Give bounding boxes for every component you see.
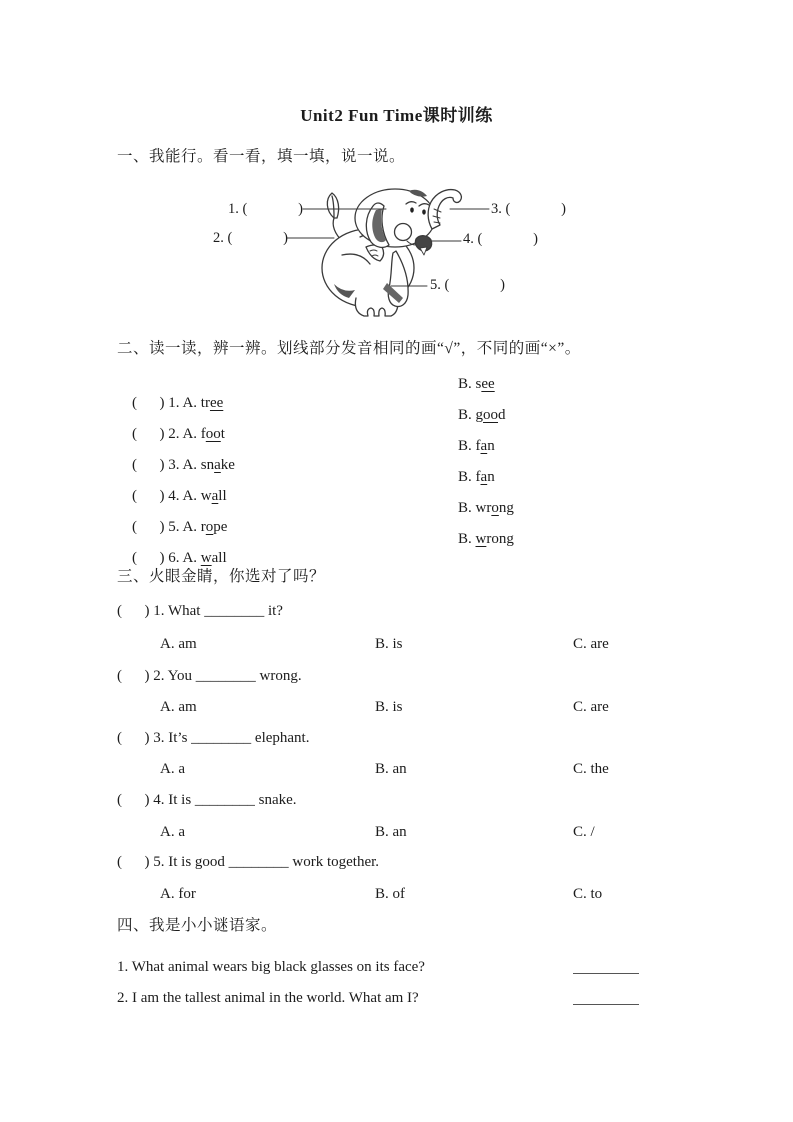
figure-label-3: 3. ( ) xyxy=(491,201,566,217)
option-a-label: A. xyxy=(182,395,201,411)
option-c: C. / xyxy=(573,824,595,840)
worksheet-title: Unit2 Fun Time课时训练 xyxy=(300,106,493,125)
word-a-post: all xyxy=(211,550,227,566)
riddle-2-answer-blank xyxy=(573,989,639,1005)
question-5-stem: ( ) 5. It is good ________ work together. xyxy=(117,854,380,870)
word-a-post: ll xyxy=(218,488,227,504)
option-c: C. the xyxy=(573,761,609,777)
word-b-underlined: a xyxy=(480,469,488,485)
word-b-post: rong xyxy=(486,531,514,547)
option-b: B. of xyxy=(375,886,405,902)
elephant-cheek xyxy=(395,224,412,241)
option-a: A. for xyxy=(160,886,196,902)
word-b-pre: f xyxy=(475,469,481,485)
figure-label-1: 1. ( ) xyxy=(228,201,303,217)
section-3-heading: 三、火眼金睛，你选对了吗？ xyxy=(117,568,326,585)
riddle-2: 2. I am the tallest animal in the world. What am I? xyxy=(117,990,419,1006)
word-a-pre: tr xyxy=(200,395,210,411)
word-b-pre: f xyxy=(475,438,481,454)
row-number: 1. xyxy=(168,395,183,411)
word-b-post: d xyxy=(498,407,506,423)
section-1-heading: 一、我能行。看一看，填一填，说一说。 xyxy=(117,148,406,165)
word-a-post: t xyxy=(220,426,225,442)
option-a: A. a xyxy=(160,824,185,840)
option-a: A. am xyxy=(160,699,197,715)
option-b: B. is xyxy=(375,699,403,715)
word-b-pre: g xyxy=(475,407,484,423)
option-b-label: B. xyxy=(458,438,476,454)
answer-parens: ( ) xyxy=(132,519,169,535)
answer-parens: ( ) xyxy=(132,395,169,411)
word-a-pre: r xyxy=(200,519,206,535)
answer-parens: ( ) xyxy=(132,426,169,442)
word-b-underlined: oo xyxy=(483,407,499,423)
row-number: 4. xyxy=(168,488,183,504)
word-a-underlined: a xyxy=(214,457,221,473)
option-a: A. am xyxy=(160,636,197,652)
word-b-pre: wr xyxy=(475,500,492,516)
option-c: C. to xyxy=(573,886,603,902)
word-a-underlined: o xyxy=(205,519,214,535)
answer-parens: ( ) xyxy=(132,457,169,473)
word-b-underlined: w xyxy=(475,531,487,547)
option-c: C. are xyxy=(573,636,609,652)
question-2-stem: ( ) 2. You ________ wrong. xyxy=(117,668,302,684)
word-a-underlined: w xyxy=(200,550,212,566)
word-b-pre: s xyxy=(475,376,482,392)
figure-label-2: 2. ( ) xyxy=(213,230,288,246)
word-b-underlined: a xyxy=(480,438,488,454)
option-b: B. an xyxy=(375,761,407,777)
elephant-eye xyxy=(410,207,414,212)
word-b-underlined: ee xyxy=(481,376,495,392)
word-a-pre: w xyxy=(200,488,212,504)
option-a-label: A. xyxy=(182,519,201,535)
answer-parens: ( ) xyxy=(132,488,169,504)
option-a-label: A. xyxy=(182,426,201,442)
word-b-post: ng xyxy=(498,500,514,516)
word-b-post: n xyxy=(487,438,495,454)
word-b-underlined: o xyxy=(491,500,499,516)
question-4-stem: ( ) 4. It is ________ snake. xyxy=(117,792,297,808)
row-number: 3. xyxy=(168,457,183,473)
option-a-label: A. xyxy=(182,550,201,566)
question-2-options xyxy=(117,698,717,717)
word-b-post: n xyxy=(487,469,495,485)
option-b-label: B. xyxy=(458,407,476,423)
row-number: 2. xyxy=(168,426,183,442)
question-5-options xyxy=(117,885,717,904)
elephant-eye xyxy=(422,209,426,214)
option-b-label: B. xyxy=(458,469,476,485)
word-a-underlined: ee xyxy=(209,395,224,411)
word-a-pre: sn xyxy=(200,457,215,473)
option-a: A. a xyxy=(160,761,185,777)
option-b: B. is xyxy=(375,636,403,652)
elephant-tusk xyxy=(420,247,427,255)
figure-label-5: 5. ( ) xyxy=(430,277,505,293)
riddle-1: 1. What animal wears big black glasses on its face? xyxy=(117,959,425,975)
option-a-label: A. xyxy=(182,457,201,473)
question-3-options xyxy=(117,760,717,779)
question-1-options xyxy=(117,635,717,654)
word-a-underlined: oo xyxy=(205,426,221,442)
word-a-post: ke xyxy=(220,457,235,473)
question-4-options xyxy=(117,823,717,842)
option-b: B. an xyxy=(375,824,407,840)
section-4-heading: 四、我是小小谜语家。 xyxy=(117,917,278,934)
option-a-label: A. xyxy=(182,488,201,504)
option-b-label: B. xyxy=(458,500,476,516)
option-b-label: B. xyxy=(458,531,476,547)
figure-label-4: 4. ( ) xyxy=(463,231,538,247)
row-number: 5. xyxy=(168,519,183,535)
word-a-pre: f xyxy=(200,426,206,442)
option-b-label: B. xyxy=(458,376,476,392)
section-2-heading: 二、读一读，辨一辨。划线部分发音相同的画“√”，不同的画“×”。 xyxy=(117,340,581,357)
question-1-stem: ( ) 1. What ________ it? xyxy=(117,603,283,619)
word-a-post: pe xyxy=(213,519,228,535)
row-number: 6. xyxy=(168,550,183,566)
riddle-1-answer-blank xyxy=(573,958,639,974)
answer-parens: ( ) xyxy=(132,550,169,566)
question-3-stem: ( ) 3. It’s ________ elephant. xyxy=(117,730,310,746)
option-c: C. are xyxy=(573,699,609,715)
word-a-underlined: a xyxy=(211,488,219,504)
